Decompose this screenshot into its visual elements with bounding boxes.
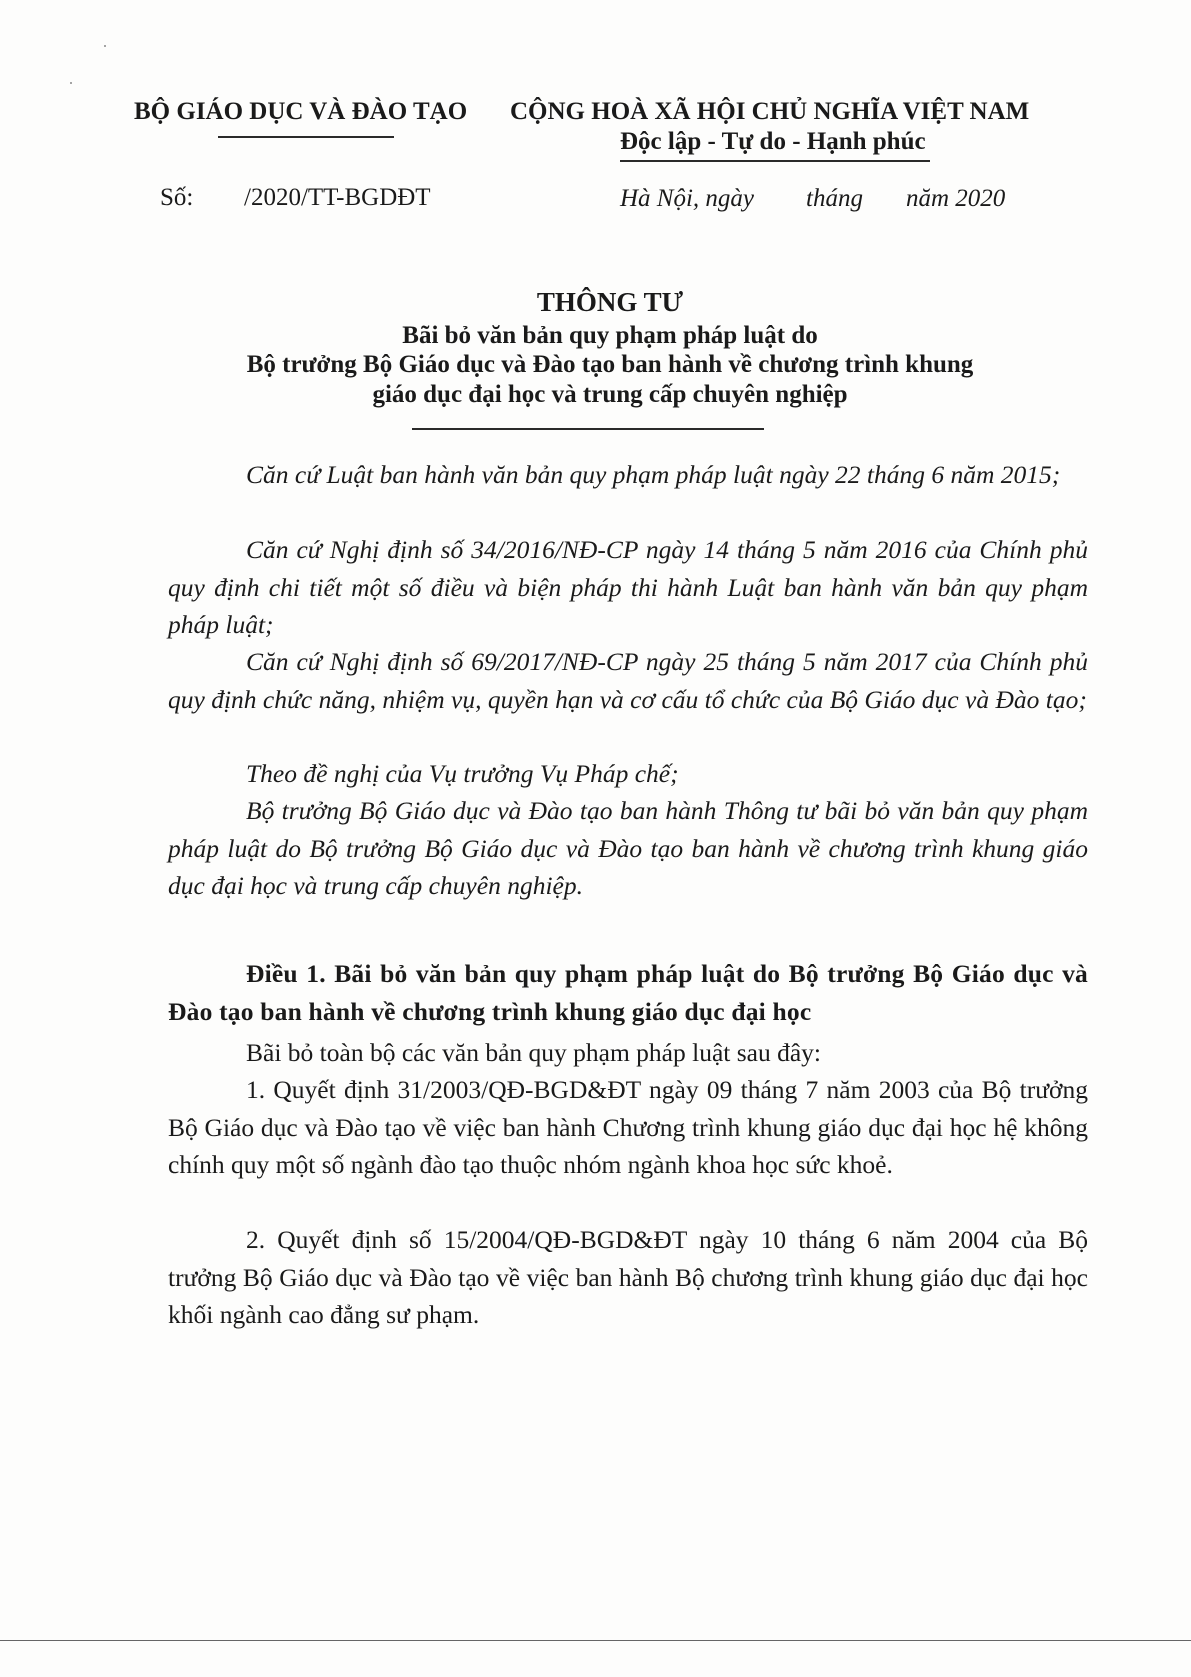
- date-year: năm 2020: [906, 185, 1006, 212]
- scan-speck: [104, 45, 106, 47]
- ministry-underline: [218, 136, 394, 138]
- date-month: tháng: [806, 185, 863, 212]
- scan-speck: [70, 82, 72, 84]
- ministry-name: BỘ GIÁO DỤC VÀ ĐÀO TẠO: [134, 98, 468, 125]
- article-1-intro: Bãi bỏ toàn bộ các văn bản quy phạm pháp luật sau đây:: [246, 1038, 822, 1067]
- motto-underline: [620, 160, 930, 162]
- preamble-proposal: Theo đề nghị của Vụ trưởng Vụ Pháp chế;: [246, 759, 679, 788]
- article-1-item-2: 2. Quyết định số 15/2004/QĐ-BGD&ĐT ngày 10 tháng 6 năm 2004 của Bộ trưởng Bộ Giáo dục và Đào tạo về việc ban hành Bộ chương trình khung giáo dục đại học khối ngành cao đẳng sư phạm.: [168, 1225, 1088, 1329]
- title-line-1: Bãi bỏ văn bản quy phạm pháp luật do: [402, 322, 818, 349]
- footer-line: [0, 1640, 1191, 1641]
- country-name: CỘNG HOÀ XÃ HỘI CHỦ NGHĨA VIỆT NAM: [510, 98, 1030, 125]
- title-underline: [412, 428, 764, 430]
- preamble-issuance: Bộ trưởng Bộ Giáo dục và Đào tạo ban hành Thông tư bãi bỏ văn bản quy phạm pháp luật do Bộ trưởng Bộ Giáo dục và Đào tạo ban hành về chương trình khung giáo dục đại học và trung cấp chuyên nghiệp.: [168, 796, 1088, 900]
- motto: Độc lập - Tự do - Hạnh phúc: [620, 128, 926, 155]
- title-line-2: Bộ trưởng Bộ Giáo dục và Đào tạo ban hành về chương trình khung: [246, 351, 974, 378]
- preamble-decree-34: Căn cứ Nghị định số 34/2016/NĐ-CP ngày 14 tháng 5 năm 2016 của Chính phủ quy định chi tiết một số điều và biện pháp thi hành Luật ban hành văn bản quy phạm pháp luật;: [168, 535, 1088, 639]
- doc-number-label: Số:: [160, 184, 194, 211]
- article-1-item-1: 1. Quyết định 31/2003/QĐ-BGD&ĐT ngày 09 tháng 7 năm 2003 của Bộ trưởng Bộ Giáo dục và Đào tạo về việc ban hành Chương trình khung giáo dục đại học hệ không chính quy một số ngành đào tạo thuộc nhóm ngành khoa học sức khoẻ.: [168, 1075, 1088, 1179]
- preamble-law: Căn cứ Luật ban hành văn bản quy phạm pháp luật ngày 22 tháng 6 năm 2015;: [246, 460, 1061, 489]
- preamble-decree-69: Căn cứ Nghị định số 69/2017/NĐ-CP ngày 25 tháng 5 năm 2017 của Chính phủ quy định chức năng, nhiệm vụ, quyền hạn và cơ cấu tổ chức của Bộ Giáo dục và Đào tạo;: [168, 647, 1088, 714]
- doc-type: THÔNG TƯ: [536, 287, 684, 317]
- date-place: Hà Nội, ngày: [620, 185, 755, 212]
- title-line-3: giáo dục đại học và trung cấp chuyên nghiệp: [372, 381, 848, 408]
- doc-number-value: /2020/TT-BGDĐT: [244, 184, 431, 211]
- article-1-heading: Điều 1. Bãi bỏ văn bản quy phạm pháp luật do Bộ trưởng Bộ Giáo dục và Đào tạo ban hành về chương trình khung giáo dục đại học: [168, 959, 1088, 1026]
